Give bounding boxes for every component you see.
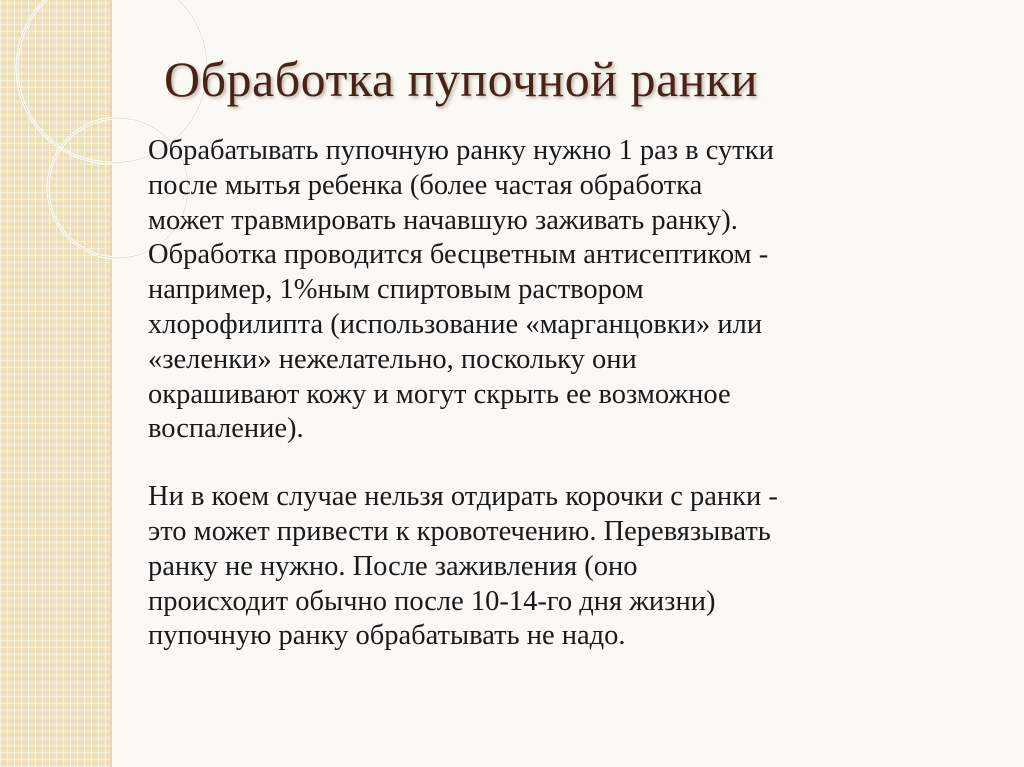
slide-title: Обработка пупочной ранки [164,51,758,107]
paragraph-warning: Ни в коем случае нельзя отдирать корочки с ранки - это может привести к кровотечению. Перевязывать ранку не нужно. После заживления (оно происходит обычно после 10-14-го дня жизни) пупочную ранку обрабатывать не надо. [148,481,778,652]
slide-body [148,134,978,654]
paragraph-treatment-instructions: Обрабатывать пупочную ранку нужно 1 раз в сутки после мытья ребенка (более частая обработка может травмировать начавшую заживать ранку). Обработка проводится бесцветным антисептиком - например, 1%ным спиртовым раствором хлорофилипта (использование «марганцовки» или «зеленки» нежелательно, поскольку они окрашивают кожу и могут скрыть ее возможное воспаление). [148,135,774,445]
